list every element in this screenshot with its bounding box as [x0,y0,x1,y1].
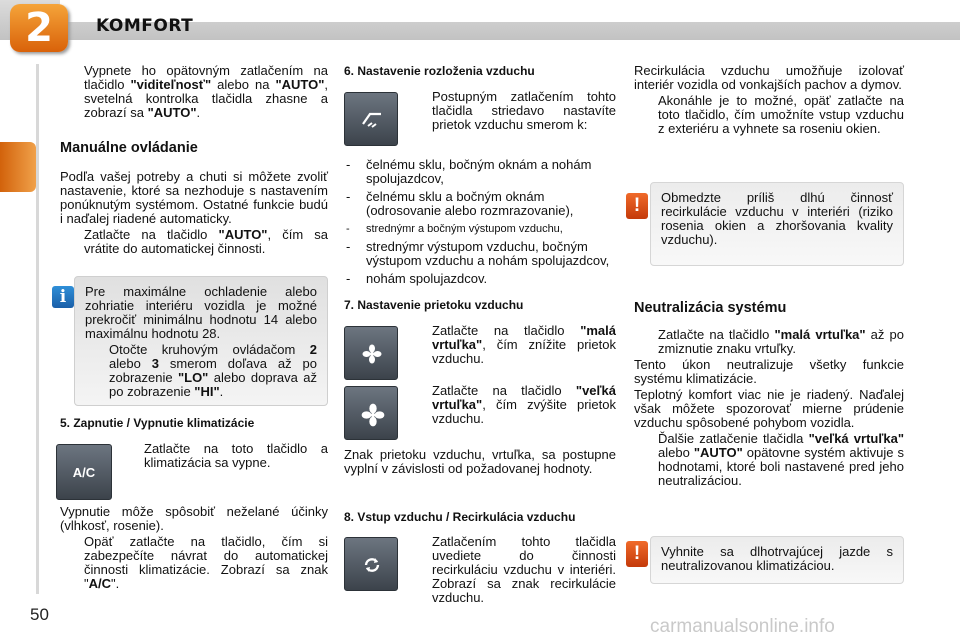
info-text: Pre maximálne ochladenie alebo zohriatie interiéru vozidla je možné prekročiť minimálnu hodnotu 14 alebo maximálnu hodnotu 28. [85,284,317,341]
list-item: - strednýmr výstupom vzduchu, bočným výstupom vzduchu a nohám spolujazdcov, [346,239,610,268]
sec5-bullet2: Opäť zatlačte na tlačidlo, čím si zabezpečíte návrat do automatickej činnosti klimatizácie. Zobrazí sa znak "A/C". [84,534,328,591]
sec7-heading: 7. Nastavenie prietoku vzduchu [344,298,524,312]
air-distribution-icon [360,108,384,132]
section-5 [60,416,328,430]
info-box [74,276,328,406]
page-number: 50 [30,605,49,624]
intro-bullet: Vypnete ho opätovným zatlačením na tlačidlo "viditeľnosť" alebo na "AUTO", svetelná kontrolka tlačidla zhasne a zobrazí sa "AUTO". [84,63,328,120]
sec6-heading: 6. Nastavenie rozloženia vzduchu [344,64,535,78]
warn1-text: Obmedzte príliš dlhú činnosť recirkulácie vzduchu v interiéri (riziko rosenia okien a zhoršovania kvality vzduchu). [661,190,893,247]
warning-box-recirculation [650,182,904,266]
ac-button-label: A/C [72,465,96,480]
sec5-heading: 5. Zapnutie / Vypnutie klimatizácie [60,416,255,430]
air-distribution-button[interactable] [344,92,398,146]
sec5-more [60,505,328,591]
manual-text: Podľa vašej potreby a chuti si môžete zvoliť nastavenie, ktoré sa nezhoduje s nastavením ponúknutým systémom. Ostatné funkcie budú i naďalej riadené automaticky. [60,169,328,226]
watermark: carmanualsonline.info [650,616,835,637]
neutral-bullet1: Zatlačte na tlačidlo "malá vrtuľka" až po zmiznutie znaku vrtuľky. [658,327,904,356]
list-item: - čelnému sklu, bočným oknám a nohám spolujazdcov, [346,157,592,186]
neutral-text1: Tento úkon neutralizuje všetky funkcie systému klimatizácie. [634,357,904,386]
page-header [0,0,960,62]
sec8-bullet: Zatlačením tohto tlačidla uvediete do činnosti recirkuláciu vzduchu v interiéri. Zobrazí sa znak recirkulácie vzduchu. [432,534,616,605]
ac-button[interactable] [56,444,112,500]
chapter-number-badge: 2 [10,4,68,52]
chapter-side-tab [0,142,36,192]
neutral-text2: Teplotný komfort viac nie je riadený. Naďalej však môžete spozorovať mierne prúdenie vzduchu spôsobené pohybom vozidla. [634,387,904,430]
neutral-bullet2: Ďalšie zatlačenie tlačidla "veľká vrtuľka" alebo "AUTO" opätovne systém aktivuje s hodnotami, ktoré boli nastavené pred jeho neutralizáciou. [658,431,904,488]
sec5-bullet-wrap [120,442,328,470]
list-item: - strednýmr a bočným výstupom vzduchu, [346,223,563,235]
section-8 [344,510,616,524]
column-2 [344,64,616,78]
recirculation-button[interactable] [344,537,398,591]
large-fan-icon [360,402,386,428]
sec7-bullet2-wrap [408,384,616,426]
header-strip [60,0,960,22]
info-icon: i [52,286,74,308]
recirc-bullet: Akonáhle je to možné, opäť zatlačte na toto tlačidlo, čím umožníte vstup vzduchu z exteriéru a vyhnete sa roseniu okien. [658,93,904,136]
sec7-bullet1-wrap [408,324,616,366]
sec7-text: Znak prietoku vzduchu, vrtuľka, sa postupne vyplní v závislosti od požadovanej hodnoty. [344,447,616,476]
sec7-bullet2: Zatlačte na tlačidlo "veľká vrtuľka", čím zvýšite prietok vzduchu. [432,383,616,426]
info-bullet: Otočte kruhovým ovládačom 2 alebo 3 smerom doľava až po zobrazenie "LO" alebo doprava až po zobrazenie "HI". [109,342,318,399]
manual-bullet: Zatlačte na tlačidlo "AUTO", čím sa vrátite do automatickej činnosti. [84,227,328,256]
recirc-text: Recirkulácia vzduchu umožňuje izolovať interiér vozidla od vonkajších pachov a dymov. [634,63,904,92]
sec6-bullet: Postupným zatlačením tohto tlačidla striedavo nastavíte prietok vzduchu smerom k: [432,89,616,132]
section-7 [344,298,616,312]
fan-high-button[interactable] [344,386,398,440]
sec5-text: Vypnutie môže spôsobiť neželané účinky (vlhkosť, rosenie). [60,504,328,533]
list-item: - nohám spolujazdcov. [346,271,488,286]
warn2-text: Vyhnite sa dlhotrvajúcej jazde s neutralizovanou klimatizáciou. [661,544,893,573]
recirculation-icon [360,553,384,577]
sec5-bullet: Zatlačte na toto tlačidlo a klimatizácia sa vypne. [144,441,328,470]
sec6-bullet-wrap [408,90,616,132]
warning-icon: ! [626,193,648,219]
sec7-bullet1: Zatlačte na tlačidlo "malá vrtuľka", čím znížite prietok vzduchu. [432,323,616,366]
manual-heading: Manuálne ovládanie [60,140,198,156]
list-item: - čelnému sklu a bočným oknám (odrosovanie alebo rozmrazovanie), [346,189,574,218]
neutral-section [634,300,904,488]
neutral-heading: Neutralizácia systému [634,300,787,316]
sec7-text-wrap [344,448,616,476]
warning-icon: ! [626,541,648,567]
chapter-title: KOMFORT [96,16,194,36]
warning-box-neutralization [650,536,904,584]
small-fan-icon [360,342,384,366]
column-3 [634,64,904,136]
sec8-heading: 8. Vstup vzduchu / Recirkulácia vzduchu [344,510,576,524]
sec8-bullet-wrap [408,535,616,605]
side-rule [36,64,39,594]
column-1 [60,64,328,256]
sec6-list [344,158,616,286]
fan-low-button[interactable] [344,326,398,380]
